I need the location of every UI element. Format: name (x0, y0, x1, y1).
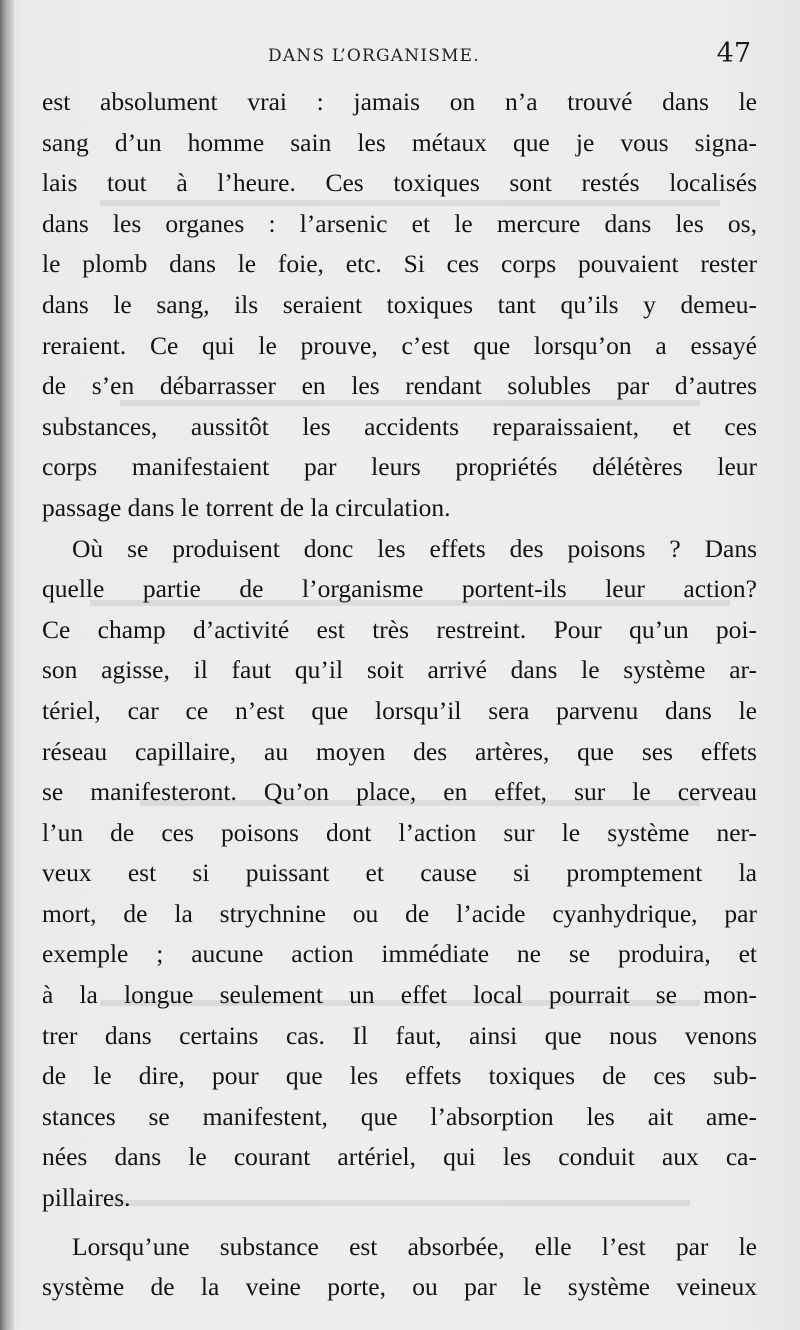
text-line: est absolument vrai : jamais on n’a trouvé dans le (42, 87, 757, 116)
paragraph-1 (42, 82, 757, 529)
text-line: Où se produisent donc les effets des poisons ? Dans (72, 533, 757, 563)
text-line: nées dans le courant artériel, qui les conduit aux ca- (42, 1142, 757, 1172)
text-line: le plomb dans le foie, etc. Si ces corps pouvaient rester (42, 249, 757, 279)
text-line: l’un de ces poisons dont l’action sur le système ner- (42, 817, 757, 847)
text-line: exemple ; aucune action immédiate ne se produira, et (42, 939, 757, 969)
text-line: à la longue seulement un effet local pourrait se mon- (42, 980, 757, 1010)
text-line: sang d’un homme sain les métaux que je vous signa- (42, 127, 757, 157)
text-line: réseau capillaire, au moyen des artères, que ses effets (42, 736, 757, 766)
page-number: 47 (716, 38, 751, 69)
text-line: dans les organes : l’arsenic et le mercure dans les os, (42, 208, 757, 238)
text-line: mort, de la strychnine ou de l’acide cyanhydrique, par (42, 898, 757, 928)
paragraph-spacer (42, 1219, 757, 1227)
text-line: lais tout à l’heure. Ces toxiques sont restés localisés (42, 168, 757, 198)
text-line: dans le sang, ils seraient toxiques tant qu’ils y demeu- (42, 289, 757, 319)
text-line: stances se manifestent, que l’absorption les ait ame- (42, 1101, 757, 1131)
text-line: trer dans certains cas. Il faut, ainsi que nous venons (42, 1020, 757, 1050)
text-line: reraient. Ce qui le prouve, c’est que lorsqu’on a essayé (42, 330, 757, 360)
text-line: substances, aussitôt les accidents reparaissaient, et ces (42, 411, 757, 441)
paragraph-2 (42, 529, 757, 1219)
text-line: Ce champ d’activité est très restreint. Pour qu’un poi- (42, 614, 757, 644)
running-head (42, 36, 757, 76)
text-line: Lorsqu’une substance est absorbée, elle l’est par le (72, 1231, 757, 1261)
text-line: pillaires. (42, 1183, 131, 1213)
text-line: veux est si puissant et cause si promptement la (42, 858, 757, 888)
text-line: de s’en débarrasser en les rendant solubles par d’autres (42, 371, 757, 401)
text-line: se manifesteront. Qu’on place, en effet, sur le cerveau (42, 777, 757, 807)
text-line: système de la veine porte, ou par le système veineux (42, 1272, 757, 1302)
running-title: DANS L’ORGANISME. (268, 46, 480, 66)
text-line: tériel, car ce n’est que lorsqu’il sera parvenu dans le (42, 695, 757, 725)
text-line: de le dire, pour que les effets toxiques de ces sub- (42, 1061, 757, 1091)
text-line: passage dans le torrent de la circulation. (42, 492, 451, 522)
paragraph-3 (42, 1227, 757, 1308)
text-line: quelle partie de l’organisme portent-ils leur action? (42, 574, 757, 604)
text-line: corps manifestaient par leurs propriétés délétères leur (42, 452, 757, 482)
page-gutter-shadow (0, 0, 14, 1330)
text-line: son agisse, il faut qu’il soit arrivé dans le système ar- (42, 655, 757, 685)
body-text (42, 82, 757, 1308)
